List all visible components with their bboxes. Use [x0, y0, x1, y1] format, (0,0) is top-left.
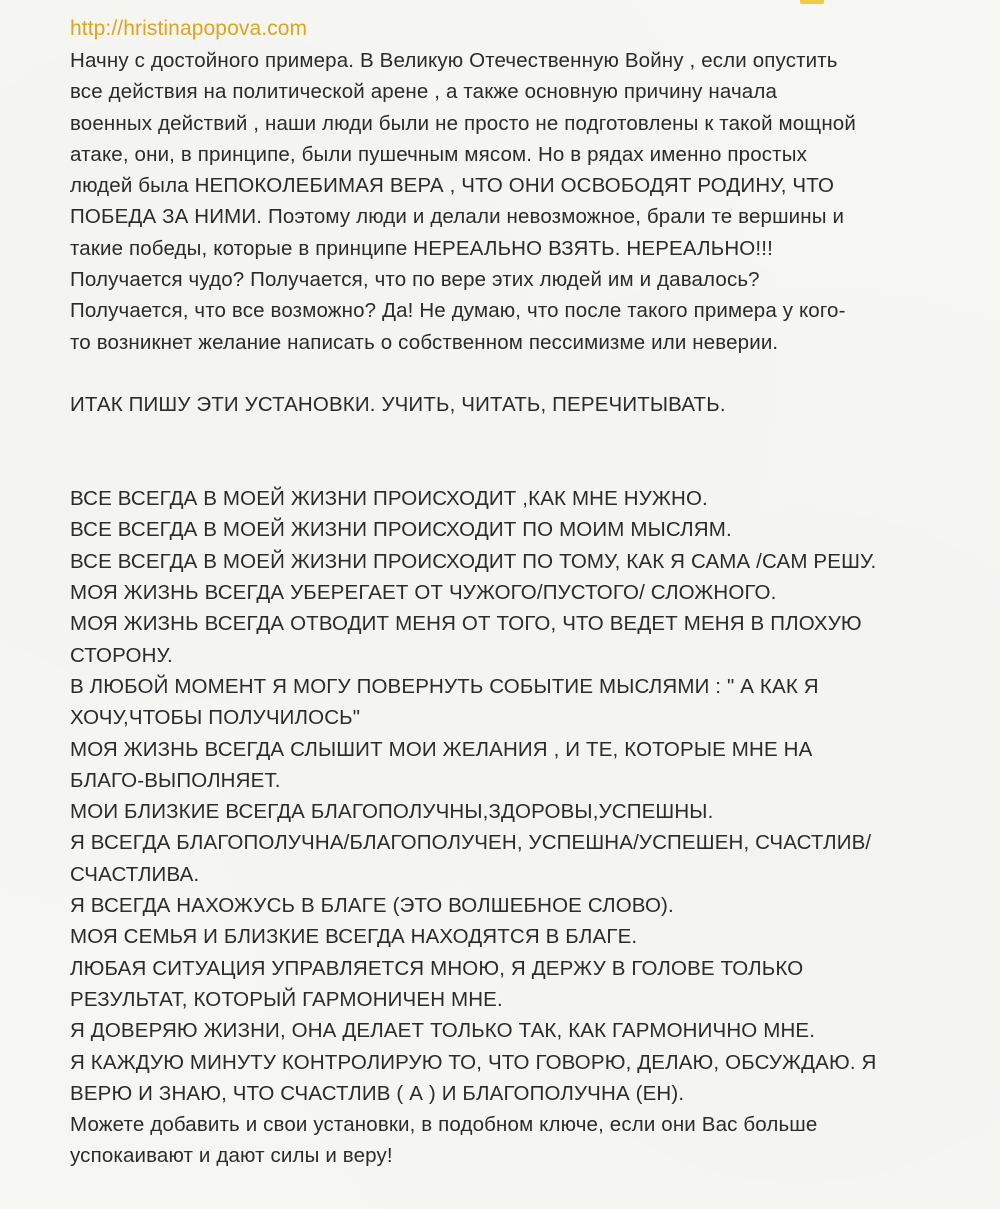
- intro-line: людей была НЕПОКОЛЕБИМАЯ ВЕРА , ЧТО ОНИ ОСВОБОДЯТ РОДИНУ, ЧТО: [70, 174, 835, 198]
- blank-line: [70, 452, 970, 483]
- top-accent-bar: [800, 0, 824, 4]
- affirmation-line: СТОРОНУ.: [70, 643, 173, 667]
- intro-line: атаке, они, в принципе, были пушечным мясом. Но в рядах именно простых: [70, 142, 807, 166]
- affirmation-line: РЕЗУЛЬТАТ, КОТОРЫЙ ГАРМОНИЧЕН МНЕ.: [70, 987, 503, 1011]
- intro-line: Получается чудо? Получается, что по вере этих людей им и давалось?: [70, 268, 760, 292]
- affirmation-line: СЧАСТЛИВА.: [70, 862, 200, 886]
- blank-line: [70, 358, 970, 389]
- closing-line: Можете добавить и свои установки, в подобном ключе, если они Вас больше: [70, 1113, 818, 1137]
- affirmation-line: МОЯ ЖИЗНЬ ВСЕГДА ОТВОДИТ МЕНЯ ОТ ТОГО, ЧТО ВЕДЕТ МЕНЯ В ПЛОХУЮ: [70, 612, 862, 636]
- affirmation-line: Я КАЖДУЮ МИНУТУ КОНТРОЛИРУЮ ТО, ЧТО ГОВОРЮ, ДЕЛАЮ, ОБСУЖДАЮ. Я: [70, 1050, 877, 1074]
- intro-line: такие победы, которые в принципе НЕРЕАЛЬНО ВЗЯТЬ. НЕРЕАЛЬНО!!!: [70, 236, 773, 260]
- affirmation-line: В ЛЮБОЙ МОМЕНТ Я МОГУ ПОВЕРНУТЬ СОБЫТИЕ МЫСЛЯМИ : " А КАК Я: [70, 674, 819, 698]
- affirmation-line: ВСЕ ВСЕГДА В МОЕЙ ЖИЗНИ ПРОИСХОДИТ ПО ТОМУ, КАК Я САМА /САМ РЕШУ.: [70, 549, 877, 573]
- affirmation-line: ВЕРЮ И ЗНАЮ, ЧТО СЧАСТЛИВ ( А ) И БЛАГОПОЛУЧНА (ЕН).: [70, 1081, 685, 1105]
- affirmation-line: МОЯ СЕМЬЯ И БЛИЗКИЕ ВСЕГДА НАХОДЯТСЯ В БЛАГЕ.: [70, 925, 638, 949]
- website-link[interactable]: http://hristinapopova.com: [70, 17, 308, 40]
- affirmation-line: МОЯ ЖИЗНЬ ВСЕГДА УБЕРЕГАЕТ ОТ ЧУЖОГО/ПУСТОГО/ СЛОЖНОГО.: [70, 581, 777, 605]
- affirmation-line: Я ВСЕГДА БЛАГОПОЛУЧНА/БЛАГОПОЛУЧЕН, УСПЕШНА/УСПЕШЕН, СЧАСТЛИВ/: [70, 831, 872, 855]
- blank-line: [70, 421, 970, 452]
- affirmation-line: ВСЕ ВСЕГДА В МОЕЙ ЖИЗНИ ПРОИСХОДИТ ,КАК МНЕ НУЖНО.: [70, 487, 708, 511]
- affirmation-line: МОЯ ЖИЗНЬ ВСЕГДА СЛЫШИТ МОИ ЖЕЛАНИЯ , И ТЕ, КОТОРЫЕ МНЕ НА: [70, 737, 813, 761]
- affirmation-line: Я ВСЕГДА НАХОЖУСЬ В БЛАГЕ (ЭТО ВОЛШЕБНОЕ СЛОВО).: [70, 894, 674, 918]
- intro-line: то возникнет желание написать о собственном пессимизме или неверии.: [70, 330, 779, 354]
- intro-line: все действия на политической арене , а также основную причину начала: [70, 80, 778, 104]
- note-body[interactable]: [70, 13, 970, 1172]
- section-heading: ИТАК ПИШУ ЭТИ УСТАНОВКИ. УЧИТЬ, ЧИТАТЬ, ПЕРЕЧИТЫВАТЬ.: [70, 393, 726, 417]
- intro-line: военных действий , наши люди были не просто не подготовлены к такой мощной: [70, 111, 856, 135]
- intro-line: Начну с достойного примера. В Великую Отечественную Войну , если опустить: [70, 49, 838, 72]
- intro-line: ПОБЕДА ЗА НИМИ. Поэтому люди и делали невозможное, брали те вершины и: [70, 205, 845, 229]
- affirmation-line: ХОЧУ,ЧТОБЫ ПОЛУЧИЛОСЬ": [70, 706, 361, 730]
- affirmation-line: Я ДОВЕРЯЮ ЖИЗНИ, ОНА ДЕЛАЕТ ТОЛЬКО ТАК, КАК ГАРМОНИЧНО МНЕ.: [70, 1019, 816, 1043]
- affirmation-line: ЛЮБАЯ СИТУАЦИЯ УПРАВЛЯЕТСЯ МНОЮ, Я ДЕРЖУ В ГОЛОВЕ ТОЛЬКО: [70, 956, 804, 980]
- affirmation-line: МОИ БЛИЗКИЕ ВСЕГДА БЛАГОПОЛУЧНЫ,ЗДОРОВЫ,УСПЕШНЫ.: [70, 800, 714, 824]
- affirmation-line: ВСЕ ВСЕГДА В МОЕЙ ЖИЗНИ ПРОИСХОДИТ ПО МОИМ МЫСЛЯМ.: [70, 518, 732, 542]
- affirmation-line: БЛАГО-ВЫПОЛНЯЕТ.: [70, 768, 281, 792]
- intro-line: Получается, что все возможно? Да! Не думаю, что после такого примера у кого-: [70, 299, 846, 323]
- closing-line: успокаивают и дают силы и веру!: [70, 1144, 393, 1168]
